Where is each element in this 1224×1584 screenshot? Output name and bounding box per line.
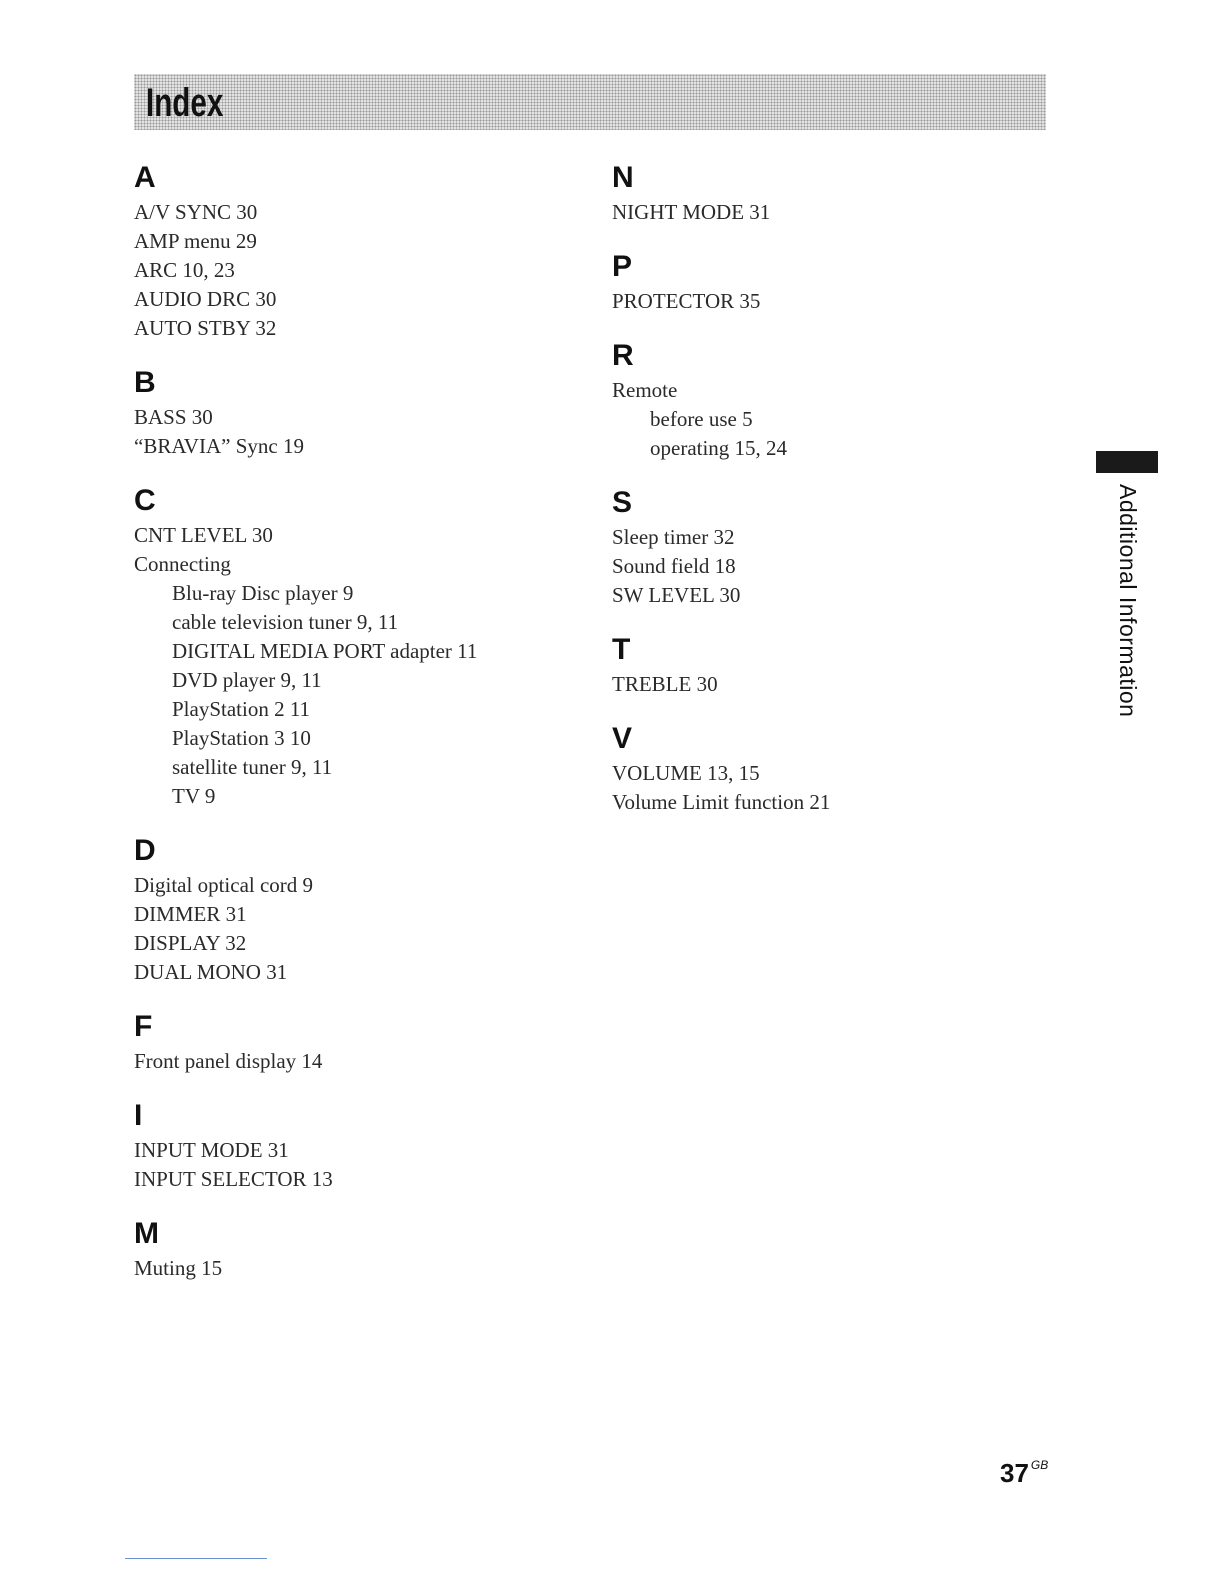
index-column-right [612,160,1052,839]
index-section-v [612,721,1052,817]
index-entry: “BRAVIA” Sync 19 [134,434,304,458]
section-letter: I [134,1099,143,1132]
index-entry: Front panel display 14 [134,1049,323,1073]
index-entry: AUTO STBY 32 [134,316,277,340]
index-entry: BASS 30 [134,405,213,429]
section-letter: B [134,366,156,399]
index-section-m [134,1216,574,1283]
index-entry: TREBLE 30 [612,672,718,696]
index-entry: AUDIO DRC 30 [134,287,277,311]
section-letter: F [134,1010,153,1043]
page-number-suffix: GB [1030,1458,1049,1472]
index-entry: AMP menu 29 [134,229,257,253]
index-entry: Sleep timer 32 [612,525,735,549]
index-entry: SW LEVEL 30 [612,583,741,607]
index-header-banner [134,74,1046,130]
index-entry: DUAL MONO 31 [134,960,288,984]
index-section-t [612,632,1052,699]
index-entry: ARC 10, 23 [134,258,235,282]
index-subentry: DIGITAL MEDIA PORT adapter 11 [172,639,478,663]
index-entry: INPUT MODE 31 [134,1138,289,1162]
section-tab-label: Additional Information [1115,484,1141,718]
index-section-n [612,160,1052,227]
index-subentry: Blu-ray Disc player 9 [172,581,354,605]
section-letter: A [134,161,156,194]
section-letter: R [612,339,634,372]
section-letter: S [612,486,633,519]
page-title: Index [146,81,224,125]
index-section-i [134,1098,574,1194]
index-entry: Digital optical cord 9 [134,873,314,897]
index-entry: INPUT SELECTOR 13 [134,1167,333,1191]
index-entry: Volume Limit function 21 [612,790,831,814]
index-entry: Muting 15 [134,1256,223,1280]
index-section-a [134,160,574,343]
section-tab-marker [1096,451,1158,473]
index-entry: Remote [612,378,678,402]
page-number-value: 37 [1000,1458,1029,1488]
section-letter: D [134,834,156,867]
index-section-c [134,483,574,811]
section-letter: T [612,633,631,666]
index-section-p [612,249,1052,316]
index-entry: NIGHT MODE 31 [612,200,771,224]
index-entry: DISPLAY 32 [134,931,247,955]
index-section-d [134,833,574,987]
index-entry: A/V SYNC 30 [134,200,258,224]
index-subentry: satellite tuner 9, 11 [172,755,333,779]
index-section-r [612,338,1052,463]
section-letter: P [612,250,633,283]
index-section-b [134,365,574,461]
index-subentry: cable television tuner 9, 11 [172,610,399,634]
index-column-left [134,160,574,1305]
index-subentry: PlayStation 2 11 [172,697,311,721]
index-subentry: operating 15, 24 [650,436,788,460]
index-entry: Sound field 18 [612,554,736,578]
section-letter: C [134,484,156,517]
index-subentry: DVD player 9, 11 [172,668,322,692]
index-entry: CNT LEVEL 30 [134,523,273,547]
section-letter: V [612,722,633,755]
index-subentry: TV 9 [172,784,216,808]
index-entry: PROTECTOR 35 [612,289,761,313]
index-entry: DIMMER 31 [134,902,247,926]
index-subentry: before use 5 [650,407,753,431]
page-number [1000,1458,1048,1489]
index-entry: VOLUME 13, 15 [612,761,760,785]
section-letter: N [612,161,634,194]
index-section-s [612,485,1052,610]
bottom-rule [125,1558,267,1559]
index-entry: Connecting [134,552,231,576]
index-section-f [134,1009,574,1076]
index-subentry: PlayStation 3 10 [172,726,311,750]
section-letter: M [134,1217,159,1250]
